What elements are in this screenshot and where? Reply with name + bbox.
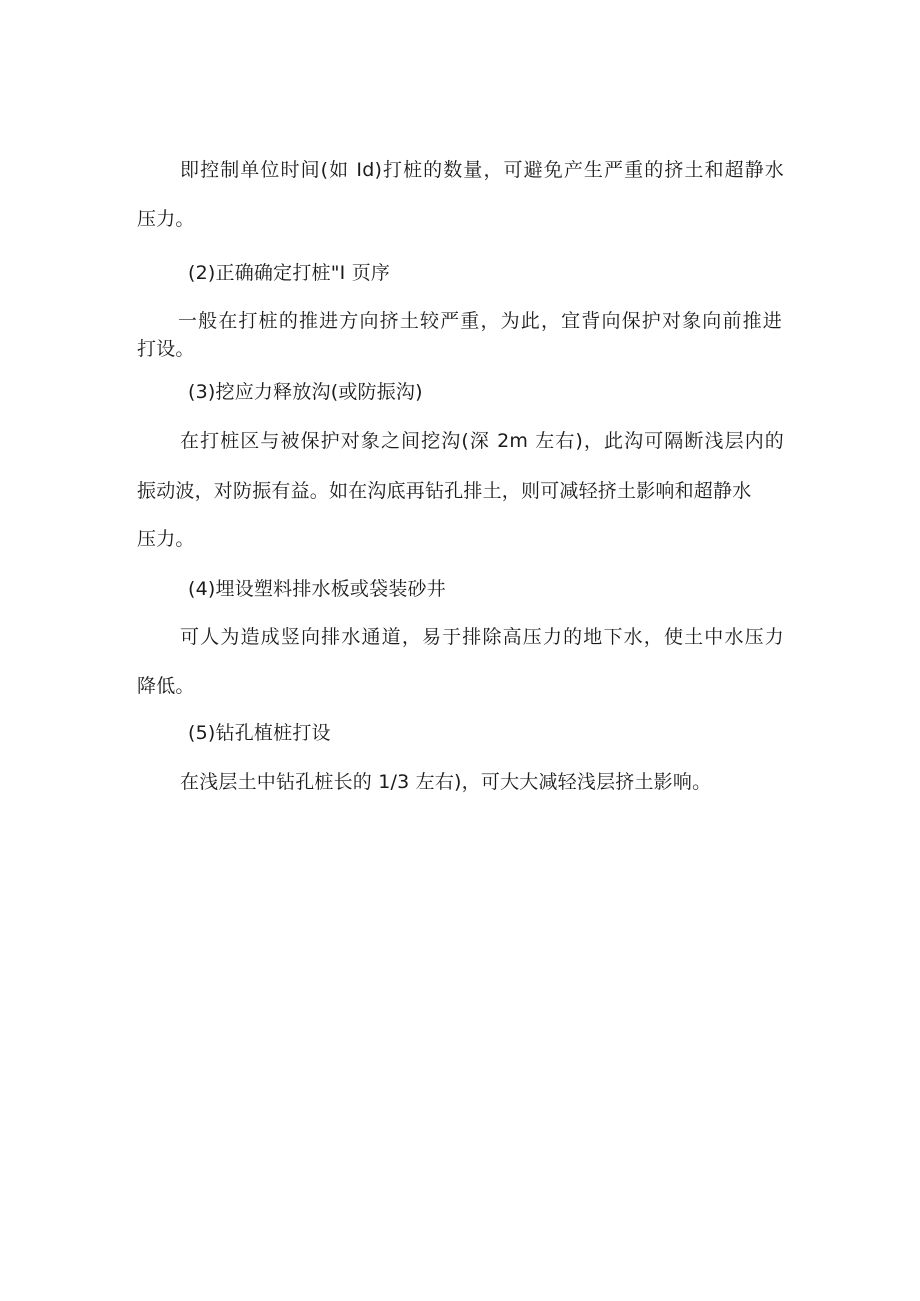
paragraph-1-line-1: 即控制单位时间(如 Id)打桩的数量，可避免产生严重的挤土和超静水 — [180, 159, 784, 181]
heading-4: (4)埋设塑料排水板或袋装砂井 — [188, 578, 446, 600]
paragraph-4-line-1: 可人为造成竖向排水通道，易于排除高压力的地下水，使土中水压力 — [180, 626, 784, 648]
paragraph-3-line-2: 振动波，对防振有益。如在沟底再钻孔排土，则可减轻挤土影响和超静水 — [137, 480, 752, 502]
paragraph-5-line-1: 在浅层土中钻孔桩长的 1/3 左右)，可大大减轻浅层挤土影响。 — [180, 771, 712, 793]
paragraph-2-line-1: 一般在打桩的推进方向挤土较严重，为此，宜背向保护对象向前推进 — [178, 310, 782, 332]
paragraph-2-line-2: 打设。 — [137, 338, 195, 360]
heading-5: (5)钻孔植桩打设 — [188, 722, 331, 744]
heading-3: (3)挖应力释放沟(或防振沟) — [188, 381, 423, 403]
paragraph-1-line-2: 压力。 — [137, 208, 195, 230]
heading-2: (2)正确确定打桩"I 页序 — [188, 262, 391, 284]
paragraph-3-line-1: 在打桩区与被保护对象之间挖沟(深 2m 左右)，此沟可隔断浅层内的 — [180, 430, 784, 452]
paragraph-4-line-2: 降低。 — [137, 675, 195, 697]
paragraph-3-line-3: 压力。 — [137, 528, 195, 550]
